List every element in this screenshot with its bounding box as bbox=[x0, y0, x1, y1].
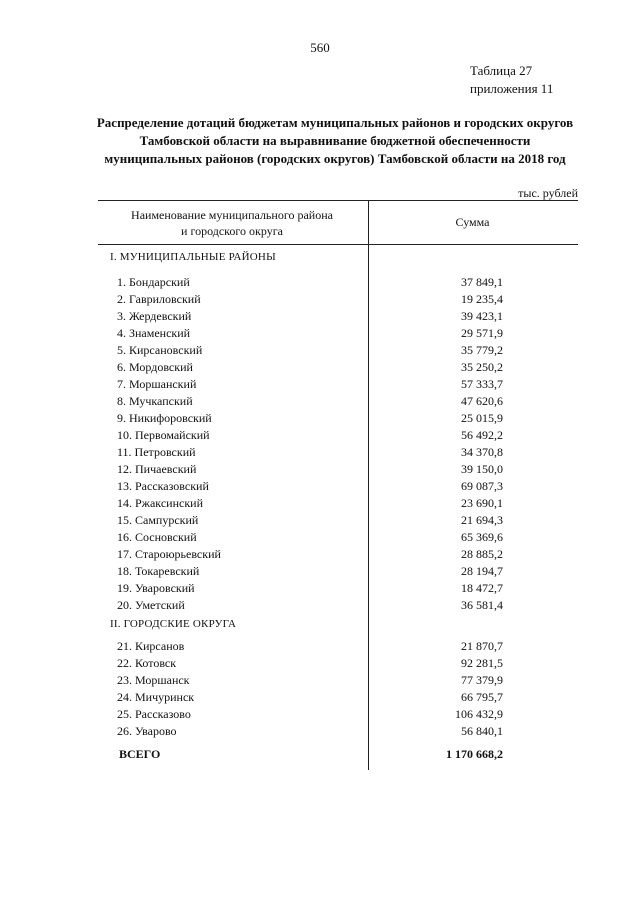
column-header-sum: Сумма bbox=[455, 215, 490, 229]
table-row bbox=[0, 309, 640, 326]
row-name: 22. Котовск bbox=[117, 656, 177, 670]
page-number: 560 bbox=[310, 40, 330, 55]
row-name: 23. Моршанск bbox=[117, 673, 190, 687]
table-row bbox=[0, 656, 640, 673]
row-name: 10. Первомайский bbox=[117, 428, 210, 442]
table-row bbox=[0, 428, 640, 445]
column-header-name bbox=[98, 207, 366, 239]
row-name: 4. Знаменский bbox=[117, 326, 191, 340]
units-label: тыс. рублей bbox=[518, 186, 578, 200]
row-value: 77 379,9 bbox=[461, 673, 503, 687]
row-name: 14. Ржаксинский bbox=[117, 496, 203, 510]
row-name: 12. Пичаевский bbox=[117, 462, 197, 476]
title-line-2: Тамбовской области на выравнивание бюджетной обеспеченности bbox=[139, 133, 531, 148]
row-name: 21. Кирсанов bbox=[117, 639, 185, 653]
table-row bbox=[0, 564, 640, 581]
row-value: 19 235,4 bbox=[461, 292, 503, 306]
row-name: 15. Сампурский bbox=[117, 513, 199, 527]
table-row bbox=[0, 462, 640, 479]
section-title-districts: I. МУНИЦИПАЛЬНЫЕ РАЙОНЫ bbox=[110, 251, 276, 263]
table-row bbox=[0, 394, 640, 411]
row-name: 20. Уметский bbox=[117, 598, 185, 612]
row-value: 66 795,7 bbox=[461, 690, 503, 704]
table-reference bbox=[470, 62, 580, 98]
column-header-name-line-2: и городского округа bbox=[181, 224, 283, 238]
table-row bbox=[0, 445, 640, 462]
table-row bbox=[0, 343, 640, 360]
total-label: ВСЕГО bbox=[119, 747, 161, 761]
row-value: 35 779,2 bbox=[461, 343, 503, 357]
row-value: 56 840,1 bbox=[461, 724, 503, 738]
table-row bbox=[0, 275, 640, 292]
table-row bbox=[0, 496, 640, 513]
row-name: 9. Никифоровский bbox=[117, 411, 212, 425]
row-name: 17. Староюрьевский bbox=[117, 547, 221, 561]
row-value: 36 581,4 bbox=[461, 598, 503, 612]
row-name: 13. Рассказовский bbox=[117, 479, 209, 493]
title-line-1: Распределение дотаций бюджетам муниципальных районов и городских округов bbox=[96, 115, 574, 130]
table-top-border bbox=[98, 200, 578, 201]
table-row bbox=[0, 724, 640, 741]
row-value: 34 370,8 bbox=[461, 445, 503, 459]
row-value: 106 432,9 bbox=[455, 707, 503, 721]
row-name: 26. Уварово bbox=[117, 724, 177, 738]
table-row bbox=[0, 479, 640, 496]
table-row bbox=[0, 598, 640, 615]
table-row bbox=[0, 673, 640, 690]
total-value: 1 170 668,2 bbox=[446, 747, 503, 761]
row-name: 3. Жердевский bbox=[117, 309, 192, 323]
table-row bbox=[0, 547, 640, 564]
table-row bbox=[0, 639, 640, 656]
row-value: 28 194,7 bbox=[461, 564, 503, 578]
row-value: 56 492,2 bbox=[461, 428, 503, 442]
appendix-number: приложения 11 bbox=[470, 81, 554, 96]
row-name: 11. Петровский bbox=[117, 445, 196, 459]
table-row bbox=[0, 411, 640, 428]
row-value: 47 620,6 bbox=[461, 394, 503, 408]
row-value: 28 885,2 bbox=[461, 547, 503, 561]
row-value: 25 015,9 bbox=[461, 411, 503, 425]
row-value: 37 849,1 bbox=[461, 275, 503, 289]
table-number: Таблица 27 bbox=[470, 63, 533, 78]
row-value: 92 281,5 bbox=[461, 656, 503, 670]
row-name: 18. Токаревский bbox=[117, 564, 200, 578]
row-value: 39 150,0 bbox=[461, 462, 503, 476]
row-name: 5. Кирсановский bbox=[117, 343, 203, 357]
row-value: 29 571,9 bbox=[461, 326, 503, 340]
row-value: 18 472,7 bbox=[461, 581, 503, 595]
table-row bbox=[0, 707, 640, 724]
table-row bbox=[0, 581, 640, 598]
title-line-3: муниципальных районов (городских округов) Тамбовской области на 2018 год bbox=[104, 151, 566, 166]
row-name: 8. Мучкапский bbox=[117, 394, 193, 408]
row-name: 25. Рассказово bbox=[117, 707, 191, 721]
row-value: 57 333,7 bbox=[461, 377, 503, 391]
row-name: 16. Сосновский bbox=[117, 530, 197, 544]
row-name: 2. Гавриловский bbox=[117, 292, 201, 306]
row-value: 35 250,2 bbox=[461, 360, 503, 374]
header-bottom-border bbox=[98, 244, 578, 245]
row-name: 19. Уваровский bbox=[117, 581, 195, 595]
row-value: 69 087,3 bbox=[461, 479, 503, 493]
document-title bbox=[70, 114, 600, 168]
row-value: 21 870,7 bbox=[461, 639, 503, 653]
table-row bbox=[0, 530, 640, 547]
table-row bbox=[0, 360, 640, 377]
row-value: 39 423,1 bbox=[461, 309, 503, 323]
column-header-name-line-1: Наименование муниципального района bbox=[131, 208, 333, 222]
table-row bbox=[0, 690, 640, 707]
row-value: 21 694,3 bbox=[461, 513, 503, 527]
row-name: 7. Моршанский bbox=[117, 377, 197, 391]
row-name: 1. Бондарский bbox=[117, 275, 190, 289]
table-row bbox=[0, 292, 640, 309]
row-value: 65 369,6 bbox=[461, 530, 503, 544]
row-name: 24. Мичуринск bbox=[117, 690, 195, 704]
section-title-urban-districts: II. ГОРОДСКИЕ ОКРУГА bbox=[110, 618, 237, 630]
table-row bbox=[0, 513, 640, 530]
table-row bbox=[0, 377, 640, 394]
row-name: 6. Мордовский bbox=[117, 360, 193, 374]
row-value: 23 690,1 bbox=[461, 496, 503, 510]
table-row bbox=[0, 326, 640, 343]
